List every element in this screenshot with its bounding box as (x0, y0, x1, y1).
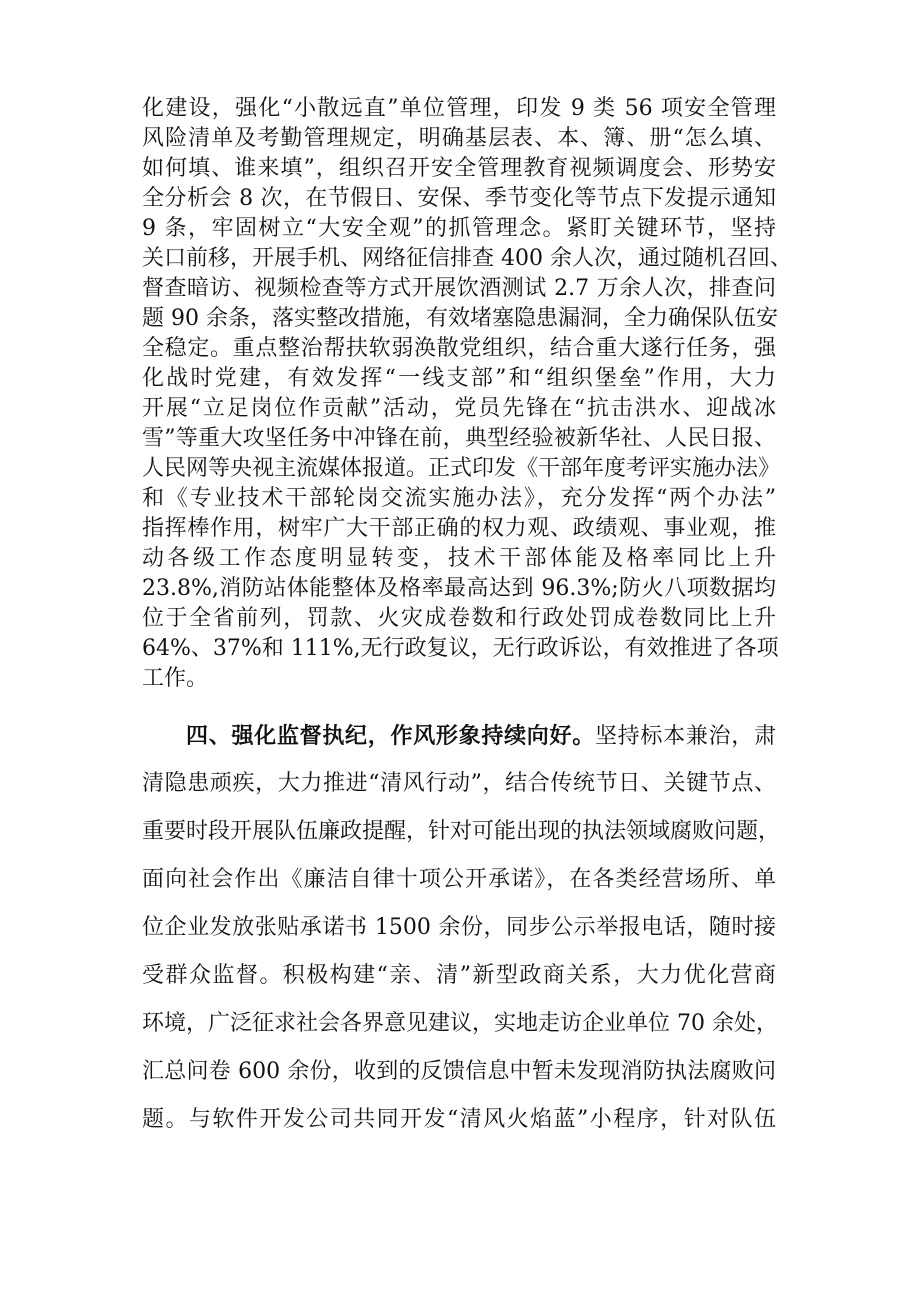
paragraph-management (142, 94, 792, 694)
section-heading: 四、强化监督执纪，作风形象持续向好。 (186, 723, 595, 749)
text-line: 环境，广泛征求社会各界意见建议，实地走访企业单位 70 余处， (142, 1011, 778, 1036)
text-line: 位于全省前列，罚款、火灾成卷数和行政处罚成卷数同比上升 (142, 606, 776, 631)
text-line: 9 条，牢固树立“大安全观”的抓管理念。紧盯关键环节，坚持 (142, 216, 776, 241)
text-line: 位企业发放张贴承诺书 1500 余份，同步公示举报电话，随时接 (142, 915, 776, 940)
text-line: 23.8%,消防站体能整体及格率最高达到 96.3%;防火八项数据均 (142, 576, 776, 601)
text-line: 全稳定。重点整治帮扶软弱涣散党组织，结合重大遂行任务，强 (142, 336, 776, 361)
text-line: 汇总问卷 600 余份，收到的反馈信息中暂未发现消防执法腐败问 (142, 1059, 776, 1084)
text-line: 全分析会 8 次，在节假日、安保、季节变化等节点下发提示通知 (142, 186, 776, 211)
text-line: 关口前移，开展手机、网络征信排查 400 余人次，通过随机召回、 (142, 246, 792, 271)
text-line: 雪”等重大攻坚任务中冲锋在前，典型经验被新华社、人民日报、 (142, 426, 776, 451)
text-line: 指挥棒作用，树牢广大干部正确的权力观、政绩观、事业观，推 (142, 516, 776, 541)
text-line: 题。与软件开发公司共同开发“清风火焰蓝”小程序，针对队伍 (142, 1107, 776, 1132)
text-line: 化建设，强化“小散远直”单位管理，印发 9 类 56 项安全管理 (142, 96, 776, 121)
text-line: 如何填、谁来填”，组织召开安全管理教育视频调度会、形势安 (142, 156, 776, 181)
heading-continuation: 坚持标本兼治，肃 (594, 724, 776, 749)
text-line: 人民网等央视主流媒体报道。正式印发《干部年度考评实施办法》 (142, 456, 781, 481)
document-page (142, 94, 792, 1132)
text-line: 受群众监督。积极构建“亲、清”新型政商关系，大力优化营商 (142, 963, 776, 988)
text-line: 64%、37%和 111%,无行政复议，无行政诉讼，有效推进了各项 (142, 636, 779, 661)
paragraph-supervision (142, 712, 781, 1144)
text-line: 风险清单及考勤管理规定，明确基层表、本、簿、册“怎么填、 (142, 126, 776, 151)
text-line (142, 712, 776, 760)
text-line: 化战时党建，有效发挥“一线支部”和“组织堡垒”作用，大力 (142, 366, 776, 391)
text-line: 面向社会作出《廉洁自律十项公开承诺》，在各类经营场所、单 (142, 867, 776, 892)
text-line: 动各级工作态度明显转变，技术干部体能及格率同比上升 (142, 546, 776, 571)
text-line: 和《专业技术干部轮岗交流实施办法》，充分发挥“两个办法” (142, 486, 776, 511)
text-line: 督查暗访、视频检查等方式开展饮酒测试 2.7 万余人次，排查问 (142, 276, 776, 301)
text-line: 题 90 余条，落实整改措施，有效堵塞隐患漏洞，全力确保队伍安 (142, 306, 778, 331)
text-line: 开展“立足岗位作贡献”活动，党员先锋在“抗击洪水、迎战冰 (142, 396, 776, 421)
text-line: 清隐患顽疾，大力推进“清风行动”，结合传统节日、关键节点、 (142, 771, 776, 796)
text-line: 重要时段开展队伍廉政提醒，针对可能出现的执法领域腐败问题， (142, 819, 781, 844)
text-line: 工作。 (142, 666, 209, 691)
